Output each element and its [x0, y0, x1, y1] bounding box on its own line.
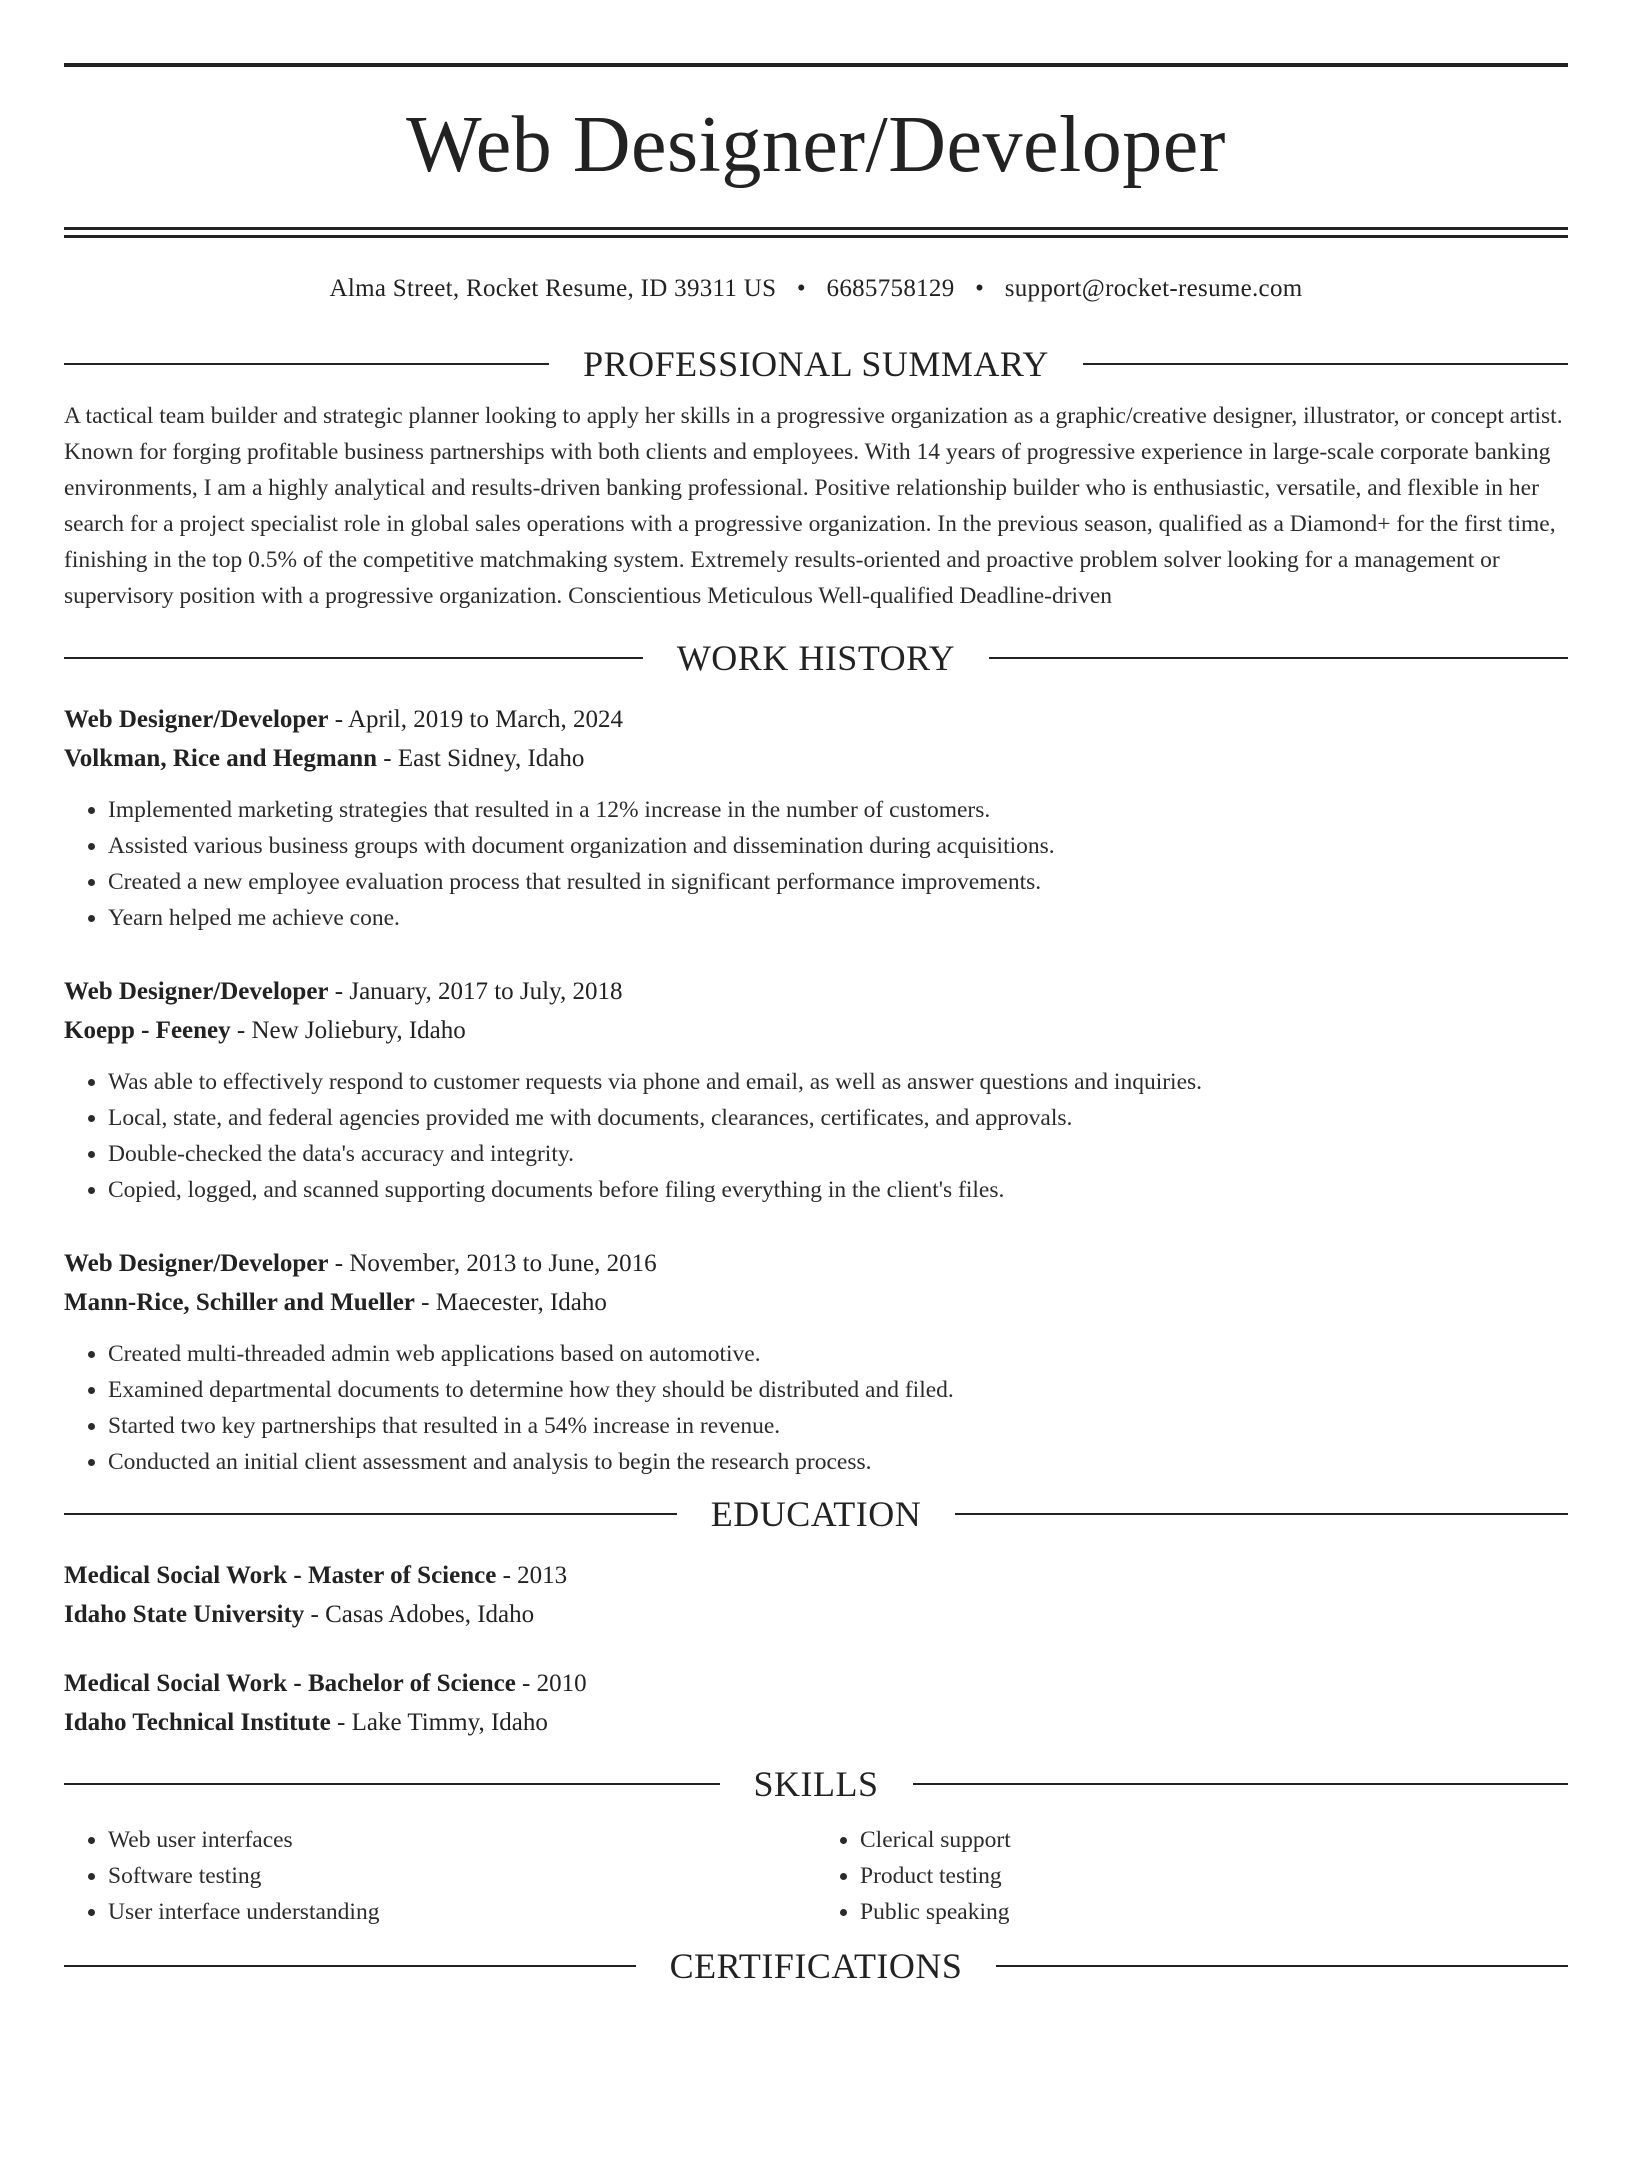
- work-entry: [64, 700, 1568, 936]
- work-company: Koepp - Feeney: [64, 1016, 231, 1044]
- list-item: • Created multi-threaded admin web applications based on automotive.: [108, 1336, 1568, 1372]
- heading-rule: [64, 657, 643, 659]
- list-item: • Software testing: [108, 1858, 816, 1894]
- contact-separator: •: [975, 275, 985, 302]
- work-dates: - April, 2019 to March, 2024: [328, 705, 623, 733]
- work-dates: - January, 2017 to July, 2018: [328, 977, 623, 1005]
- heading-rule: [64, 363, 549, 365]
- list-item: • Conducted an initial client assessment and analysis to begin the research process.: [108, 1444, 1568, 1480]
- heading-rule: [913, 1783, 1569, 1785]
- heading-rule: [989, 657, 1568, 659]
- work-location: - New Joliebury, Idaho: [230, 1016, 466, 1044]
- list-item: • Assisted various business groups with document organization and dissemination during acquisitions.: [108, 828, 1568, 864]
- work-bullets: [64, 792, 1568, 936]
- heading-rule: [64, 1513, 677, 1515]
- work-role-line: [64, 972, 1568, 1011]
- section-title: EDUCATION: [710, 1493, 922, 1534]
- education-entry: [64, 1664, 1568, 1742]
- list-item: • Copied, logged, and scanned supporting documents before filing everything in the client's files.: [108, 1172, 1568, 1208]
- work-company: Volkman, Rice and Hegmann: [64, 744, 378, 772]
- section-title: CERTIFICATIONS: [669, 1945, 963, 1986]
- work-company-line: [64, 739, 1568, 778]
- education-school: Idaho State University: [64, 1600, 305, 1628]
- section-heading-summary: [64, 344, 1568, 384]
- heading-rule: [64, 1965, 636, 1967]
- section-title: PROFESSIONAL SUMMARY: [583, 344, 1049, 384]
- education-degree: Medical Social Work - Bachelor of Science: [64, 1669, 516, 1697]
- contact-separator: •: [796, 275, 806, 302]
- list-item: • Product testing: [860, 1858, 1568, 1894]
- work-location: - Maecester, Idaho: [414, 1288, 607, 1316]
- education-school-line: [64, 1595, 1568, 1634]
- heading-rule: [64, 1783, 720, 1785]
- education-list: [64, 1556, 1568, 1742]
- list-item: • Double-checked the data's accuracy and integrity.: [108, 1136, 1568, 1172]
- list-item: • Yearn helped me achieve cone.: [108, 900, 1568, 936]
- work-entry: [64, 1244, 1568, 1480]
- work-history: [64, 700, 1568, 1480]
- list-item: • Clerical support: [860, 1822, 1568, 1858]
- section-heading-work: [64, 638, 1568, 678]
- list-item: • User interface understanding: [108, 1894, 816, 1930]
- contact-line: [64, 274, 1568, 304]
- contact-phone: 6685758129: [826, 275, 955, 302]
- resume-page: [0, 63, 1632, 2175]
- education-location: - Casas Adobes, Idaho: [304, 1600, 535, 1628]
- work-entry: [64, 972, 1568, 1208]
- education-entry: [64, 1556, 1568, 1634]
- education-year: - 2013: [496, 1561, 568, 1589]
- heading-rule: [1083, 363, 1568, 365]
- education-year: - 2010: [515, 1669, 587, 1697]
- work-role: Web Designer/Developer: [64, 977, 329, 1005]
- skills-list: [64, 1822, 1568, 1930]
- work-company: Mann-Rice, Schiller and Mueller: [64, 1288, 415, 1316]
- contact-address: Alma Street, Rocket Resume, ID 39311 US: [329, 275, 777, 302]
- section-heading-education: [64, 1494, 1568, 1534]
- work-role: Web Designer/Developer: [64, 1249, 329, 1277]
- list-item: • Public speaking: [860, 1894, 1568, 1930]
- list-item: • Examined departmental documents to determine how they should be distributed and filed.: [108, 1372, 1568, 1408]
- section-title: SKILLS: [753, 1763, 879, 1804]
- education-degree: Medical Social Work - Master of Science: [64, 1561, 497, 1589]
- work-location: - East Sidney, Idaho: [377, 744, 585, 772]
- list-item: • Local, state, and federal agencies provided me with documents, clearances, certificates, and approvals.: [108, 1100, 1568, 1136]
- skills-column-left: [64, 1822, 816, 1930]
- work-role-line: [64, 700, 1568, 739]
- summary-text: A tactical team builder and strategic planner looking to apply her skills in a progressive organization as a graphic/creative designer, illustrator, or concept artist. Known for forging profitable business partnerships with both clients and employees. With 14 years of progressive experience in large-scale corporate banking environments, I am a highly analytical and results-driven banking professional. Positive relationship builder who is enthusiastic, versatile, and flexible in her search for a project specialist role in global sales operations with a progressive organization. In the previous season, qualified as a Diamond+ for the first time, finishing in the top 0.5% of the competitive matchmaking system. Extremely results-oriented and proactive problem solver looking for a management or supervisory position with a progressive organization. Conscientious Meticulous Well-qualified Deadline-driven: [64, 403, 1563, 609]
- section-heading-skills: [64, 1764, 1568, 1804]
- heading-rule: [996, 1965, 1568, 1967]
- list-item: • Started two key partnerships that resulted in a 54% increase in revenue.: [108, 1408, 1568, 1444]
- work-company-line: [64, 1283, 1568, 1322]
- work-bullets: [64, 1064, 1568, 1208]
- education-location: - Lake Timmy, Idaho: [330, 1708, 548, 1736]
- top-rule: [64, 63, 1568, 67]
- list-item: • Web user interfaces: [108, 1822, 816, 1858]
- education-school-line: [64, 1703, 1568, 1742]
- section-title: WORK HISTORY: [676, 637, 956, 678]
- skills-column-right: [816, 1822, 1568, 1930]
- contact-email: support@rocket-resume.com: [1004, 275, 1303, 302]
- title-double-rule: [64, 227, 1568, 238]
- resume-title: Web Designer/Developer: [406, 101, 1226, 189]
- work-role: Web Designer/Developer: [64, 705, 329, 733]
- list-item: • Implemented marketing strategies that resulted in a 12% increase in the number of customers.: [108, 792, 1568, 828]
- education-degree-line: [64, 1664, 1568, 1703]
- work-role-line: [64, 1244, 1568, 1283]
- heading-rule: [955, 1513, 1568, 1515]
- list-item: • Was able to effectively respond to customer requests via phone and email, as well as answer questions and inquiries.: [108, 1064, 1568, 1100]
- education-degree-line: [64, 1556, 1568, 1595]
- work-bullets: [64, 1336, 1568, 1480]
- section-heading-certifications: [64, 1946, 1568, 1986]
- work-company-line: [64, 1011, 1568, 1050]
- work-dates: - November, 2013 to June, 2016: [328, 1249, 657, 1277]
- education-school: Idaho Technical Institute: [64, 1708, 331, 1736]
- list-item: • Created a new employee evaluation process that resulted in significant performance improvements.: [108, 864, 1568, 900]
